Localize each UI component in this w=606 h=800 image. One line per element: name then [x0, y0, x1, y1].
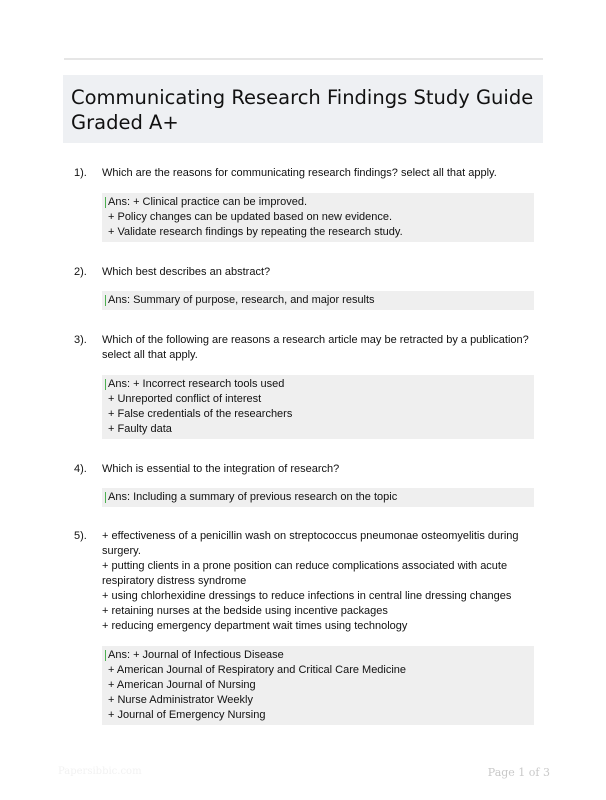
answer-line: + American Journal of Nursing: [108, 679, 256, 691]
answer-line: Ans: + Journal of Infectious Disease: [108, 649, 284, 661]
answer-line: + Nurse Administrator Weekly: [108, 694, 253, 706]
answer-line: Ans: + Incorrect research tools used: [108, 378, 285, 390]
question-line: + effectiveness of a penicillin wash on streptococcus pneumonae osteomyelitis during: [102, 530, 519, 542]
question-number: 5).: [74, 530, 87, 542]
title-line-2: Graded A+: [71, 111, 179, 134]
page-number: Page 1 of 3: [487, 766, 550, 779]
answer-box: [102, 646, 534, 725]
footer-watermark: Papersibbic.com: [58, 766, 142, 777]
title-banner: [63, 75, 543, 143]
answer-line: + False credentials of the researchers: [108, 408, 293, 420]
question-line: surgery.: [102, 545, 141, 557]
answer-line: Ans: Summary of purpose, research, and major results: [108, 294, 375, 306]
question-text: [102, 166, 534, 181]
question-text: [102, 529, 534, 634]
question-line: respiratory distress syndrome: [102, 575, 247, 587]
answer-line: + Unreported conflict of interest: [108, 393, 262, 405]
question-text: [102, 265, 534, 280]
question-line: + using chlorhexidine dressings to reduce infections in central line dressing changes: [102, 590, 512, 602]
question-number: 4).: [74, 463, 87, 475]
question-line: + reducing emergency department wait times using technology: [102, 620, 408, 632]
question-line: + retaining nurses at the bedside using incentive packages: [102, 605, 388, 617]
question-text: [102, 333, 534, 363]
top-divider: [64, 58, 543, 60]
answer-box: [102, 375, 534, 439]
answer-box: [102, 488, 534, 507]
question-number: 3).: [74, 334, 87, 346]
question-number: 2).: [74, 266, 87, 278]
question-line: Which is essential to the integration of research?: [102, 463, 340, 475]
answer-line: Ans: Including a summary of previous research on the topic: [108, 491, 398, 503]
answer-line: Ans: + Clinical practice can be improved.: [108, 196, 308, 208]
question-line: + putting clients in a prone position can reduce complications associated with acute: [102, 560, 508, 572]
answer-box: [102, 291, 534, 310]
page-title: [71, 85, 535, 135]
answer-line: + Validate research findings by repeating the research study.: [108, 226, 403, 238]
answer-line: + Policy changes can be updated based on new evidence.: [108, 211, 393, 223]
question-text: [102, 462, 534, 477]
answer-line: + Faulty data: [108, 423, 172, 435]
answer-line: + Journal of Emergency Nursing: [108, 709, 266, 721]
title-line-1: Communicating Research Findings Study Guide: [71, 86, 534, 109]
question-line: Which are the reasons for communicating research findings? select all that apply.: [102, 167, 497, 179]
answer-box: [102, 193, 534, 242]
question-number: 1).: [74, 167, 87, 179]
answer-line: + American Journal of Respiratory and Critical Care Medicine: [108, 664, 407, 676]
question-line: select all that apply.: [102, 349, 198, 361]
question-line: Which of the following are reasons a research article may be retracted by a publication?: [102, 334, 529, 346]
question-line: Which best describes an abstract?: [102, 266, 271, 278]
